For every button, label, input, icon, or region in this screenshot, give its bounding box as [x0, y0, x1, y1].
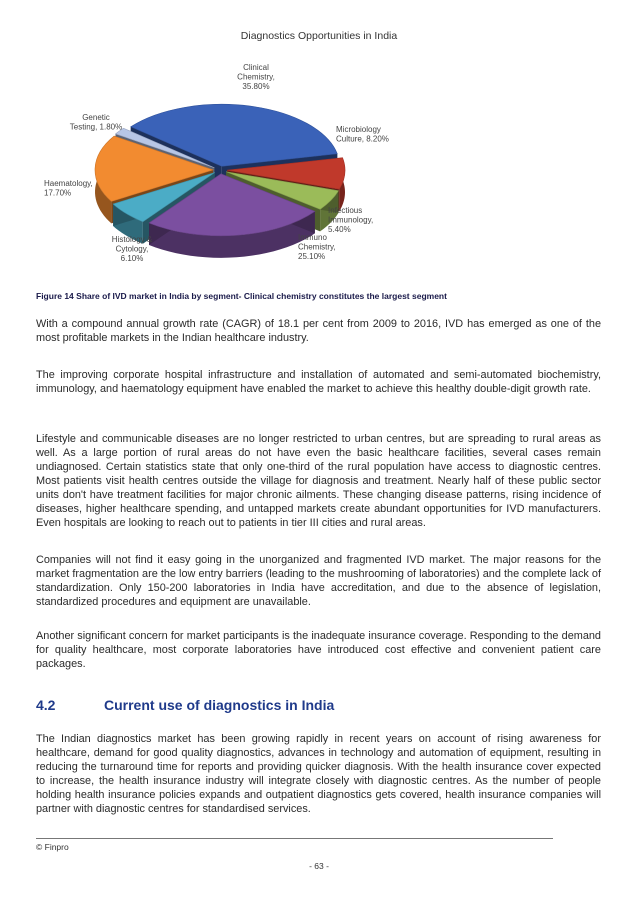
paragraph-2: The improving corporate hospital infrastructure and installation of automated and semi-automated biochemistry, immunology, and haematology equipment have enabled the market to achieve this healthy double-digit growth rate. — [36, 369, 601, 395]
footer-copyright: © Finpro — [36, 842, 69, 852]
pie-label-5: Haematology, 17.70% — [44, 179, 93, 198]
paragraph-3: Lifestyle and communicable diseases are no longer restricted to urban centres, but are spreading to rural areas as well. As a large portion of rural areas do not have even the basic healthcare facilities, several cases remain undiagnosed. Certain statistics state that only one-third of the rural population have access to diagnostic centres. Most patients visit health centres outside the village for diagnosis and treatment. Nearly half of these public sector units don't have treatment facilities for major chronic ailments. These changing disease patterns, rising incidence of diseases, higher healthcare spending, and untapped markets create abundant opportunities for IVD manufacturers. Even hospitals are looking to reach out to patients in tier III cities and rural areas. — [36, 433, 601, 529]
pie-label-1: Microbiology Culture, 8.20% — [336, 125, 389, 144]
page-number: - 63 - — [309, 861, 329, 871]
paragraph-5: Another significant concern for market participants is the inadequate insurance coverage. Responding to the demand for quality healthcare, most corporate laboratories have introduced cost effective and convenient patient care packages. — [36, 630, 601, 670]
section-heading — [36, 697, 334, 713]
section-title: Current use of diagnostics in India — [104, 697, 335, 713]
pie-label-2: Infectious Immunology, 5.40% — [328, 206, 374, 234]
footer-divider — [36, 838, 553, 839]
pie-chart-svg — [36, 58, 389, 280]
section-number: 4.2 — [36, 697, 56, 713]
pie-label-3: Immuno Chemistry, 25.10% — [298, 233, 336, 261]
paragraph-4: Companies will not find it easy going in the unorganized and fragmented IVD market. The major reasons for the market fragmentation are the low entry barriers (leading to the mushrooming of laboratories) and the complete lack of standardization. Only 150-200 laboratories in India have accreditation, and due to the absence of legislation, standardized procedures and equipment are unavailable. — [36, 554, 601, 608]
pie-label-6: Genetic Testing, 1.80% — [69, 113, 123, 132]
running-header: Diagnostics Opportunities in India — [240, 30, 398, 42]
pie-chart — [36, 58, 389, 280]
paragraph-1: With a compound annual growth rate (CAGR) of 18.1 per cent from 2009 to 2016, IVD has emerged as one of the most profitable markets in the Indian healthcare industry. — [36, 318, 601, 344]
pie-label-0: Clinical Chemistry, 35.80% — [237, 63, 275, 91]
pie-label-4: Histology & Cytology, 6.10% — [111, 235, 153, 263]
paragraph-6: The Indian diagnostics market has been growing rapidly in recent years on account of rising awareness for healthcare, demand for good quality diagnostics, advances in technology and automation of equipment, resulting in reducing the turnaround time for reports and providing quicker diagnosis. With the health insurance cover expected to increase, the health insurance industry will integrate closely with diagnostic centres. As the number of people holding health insurance policies expands and outpatient diagnostics gets covered, health insurance companies will partner with diagnostic centres for standardised services. — [36, 733, 601, 815]
figure-caption: Figure 14 Share of IVD market in India by segment- Clinical chemistry constitutes the largest segment — [36, 291, 447, 301]
